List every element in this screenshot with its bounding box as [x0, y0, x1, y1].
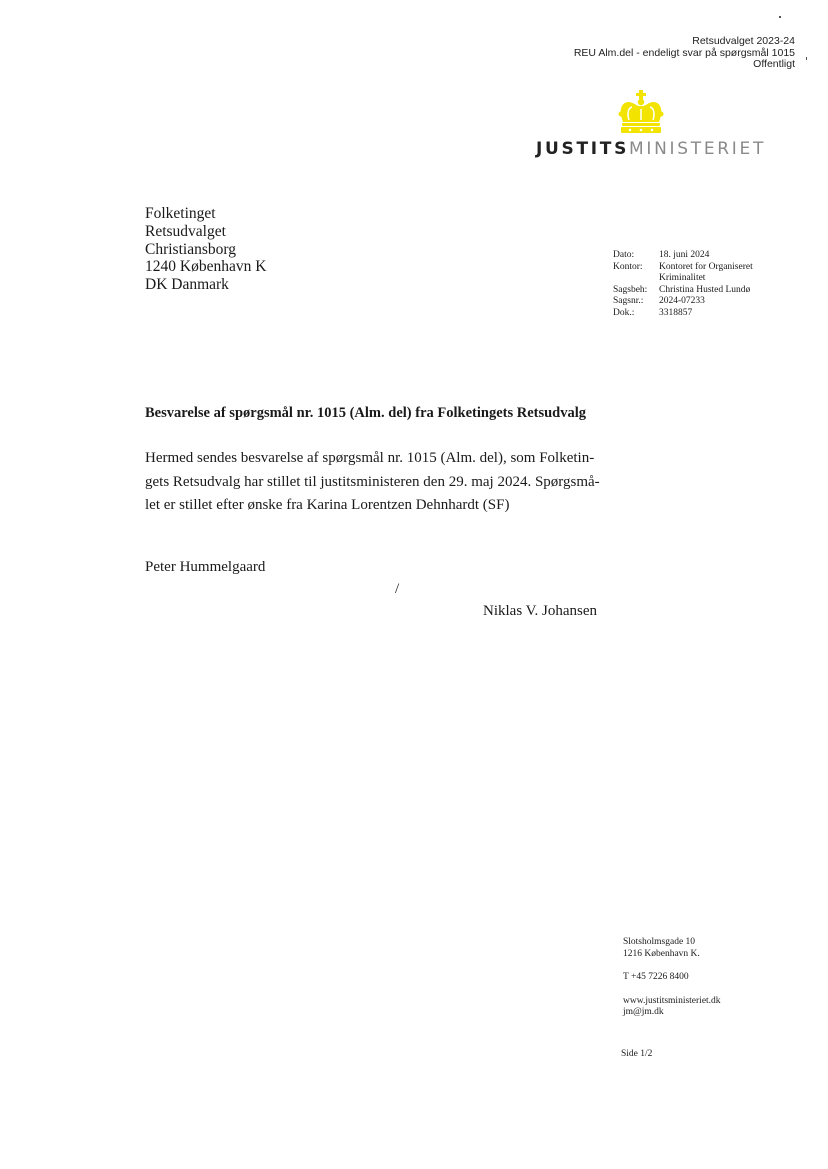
body-line: Hermed sendes besvarelse af spørgsmål nr. 1015 (Alm. del), som Folketin-: [145, 450, 595, 466]
meta-value: 18. juni 2024: [659, 250, 710, 260]
official-signature: Niklas V. Johansen: [483, 603, 598, 619]
letter-subject: Besvarelse af spørgsmål nr. 1015 (Alm. del) fra Folketingets Retsudvalg: [145, 405, 587, 421]
meta-value: 3318857: [659, 307, 693, 318]
meta-row: [613, 296, 769, 308]
logo-light-part: MINISTERIET: [629, 139, 767, 159]
status-line: Offentligt: [753, 58, 795, 70]
body-line: let er stillet efter ønske fra Karina Lorentzen Dehnhardt (SF): [145, 497, 510, 513]
meta-label: Dok.:: [613, 307, 635, 318]
document-reference: [574, 36, 795, 71]
letter-body: [145, 447, 605, 518]
crown-icon: [616, 90, 666, 134]
postal-line: 1216 København K.: [623, 948, 700, 959]
reference-line: REU Alm.del - endeligt svar på spørgsmål 1015: [573, 46, 795, 59]
logo-bold-part: JUSTITS: [536, 139, 630, 159]
meta-value: 2024-07233: [659, 296, 705, 306]
committee-line: Retsudvalget 2023-24: [692, 35, 795, 47]
ministry-contact: [623, 937, 721, 1019]
meta-label: Sagsnr.:: [613, 296, 644, 306]
recipient-line: Retsudvalget: [145, 222, 226, 240]
meta-row: [613, 285, 769, 297]
recipient-address: [145, 205, 266, 294]
meta-row: [613, 250, 769, 262]
body-line: gets Retsudvalg har stillet til justitsministeren den 29. maj 2024. Spørgsmå-: [145, 473, 600, 490]
recipient-line: 1240 København K: [145, 258, 267, 276]
page-number: Side 1/2: [621, 1049, 653, 1059]
meta-label: Kontor:: [613, 261, 643, 272]
scan-speck: [779, 16, 781, 18]
ministry-logo: [536, 139, 766, 159]
meta-row: [613, 262, 769, 285]
scan-speck: [806, 57, 807, 60]
recipient-line: DK Danmark: [145, 276, 229, 294]
recipient-line: Folketinget: [145, 205, 216, 222]
meta-value: Christina Husted Lundø: [659, 284, 751, 295]
email-link[interactable]: jm@jm.dk: [623, 1007, 664, 1017]
minister-signature: Peter Hummelgaard: [145, 559, 266, 575]
meta-value: Kontoret for Organiseret Kriminalitet: [659, 261, 753, 283]
meta-label: Sagsbeh:: [613, 284, 648, 295]
case-metadata: [613, 250, 769, 319]
recipient-line: Christiansborg: [145, 240, 236, 258]
phone-number: T +45 7226 8400: [623, 972, 689, 982]
website-link[interactable]: www.justitsministeriet.dk: [623, 995, 721, 1006]
signature-separator: /: [395, 581, 400, 597]
address-line: Slotsholmsgade 10: [623, 937, 696, 947]
meta-label: Dato:: [613, 250, 635, 260]
meta-row: [613, 308, 769, 320]
